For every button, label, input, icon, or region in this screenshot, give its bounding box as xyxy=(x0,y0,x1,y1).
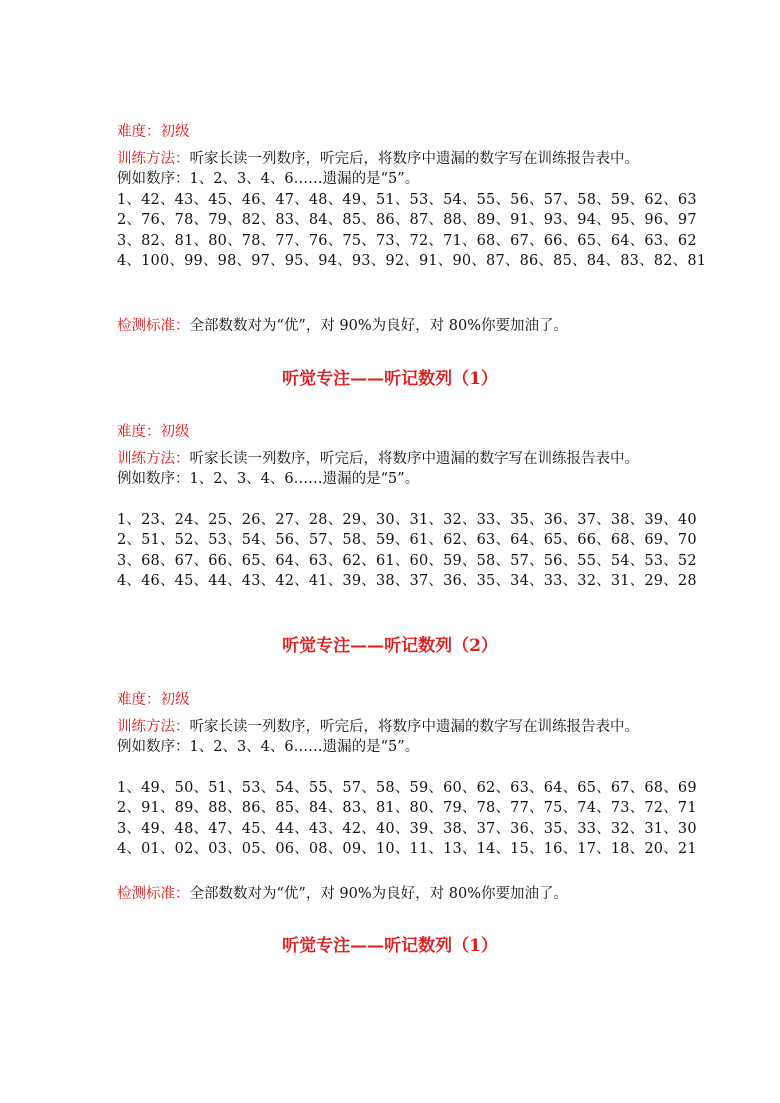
method-line xyxy=(117,449,639,469)
number-row-3: 3、49、48、47、45、44、43、42、40、39、38、37、36、35、33、32、31、30 xyxy=(117,821,697,837)
number-row-3: 3、68、67、66、65、64、63、62、61、60、59、58、57、56、55、54、53、52 xyxy=(117,553,697,569)
method-label: 训练方法： xyxy=(117,151,190,167)
example-line: 例如数序：1、2、3、4、6……遗漏的是“5”。 xyxy=(117,739,420,755)
method-line xyxy=(117,717,639,737)
standard-label: 检测标准： xyxy=(117,318,190,334)
standard-line xyxy=(117,884,568,904)
method-text: 听家长读一列数序，听完后，将数序中遗漏的数字写在训练报告表中。 xyxy=(189,151,639,167)
method-line xyxy=(117,149,639,169)
difficulty-label: 难度： xyxy=(117,424,161,440)
standard-text: 全部数数对为“优”，对 90%为良好，对 80%你要加油了。 xyxy=(189,318,568,334)
number-row-2: 2、76、78、79、82、83、84、85、86、87、88、89、91、93、94、95、96、97 xyxy=(117,212,697,228)
number-row-2: 2、91、89、88、86、85、84、83、81、80、79、78、77、75、74、73、72、71 xyxy=(117,800,697,816)
standard-line xyxy=(117,316,568,336)
difficulty-line xyxy=(117,690,190,710)
number-row-4: 4、100、99、98、97、95、94、93、92、91、90、87、86、85、84、83、82、81 xyxy=(117,253,707,269)
difficulty-label: 难度： xyxy=(117,124,161,140)
number-row-1: 1、23、24、25、26、27、28、29、30、31、32、33、35、36、37、38、39、40 xyxy=(117,512,697,528)
section-title: 听觉专注——听记数列（2） xyxy=(282,636,498,656)
number-row-4: 4、01、02、03、05、06、08、09、10、11、13、14、15、16、17、18、20、21 xyxy=(117,841,697,857)
difficulty-line xyxy=(117,122,190,142)
difficulty-value: 初级 xyxy=(160,124,190,140)
method-text: 听家长读一列数序，听完后，将数序中遗漏的数字写在训练报告表中。 xyxy=(189,719,639,735)
difficulty-label: 难度： xyxy=(117,692,161,708)
method-label: 训练方法： xyxy=(117,719,190,735)
standard-text: 全部数数对为“优”，对 90%为良好，对 80%你要加油了。 xyxy=(189,886,568,902)
difficulty-value: 初级 xyxy=(160,692,190,708)
number-row-2: 2、51、52、53、54、56、57、58、59、61、62、63、64、65、66、68、69、70 xyxy=(117,532,697,548)
number-row-1: 1、42、43、45、46、47、48、49、51、53、54、55、56、57、58、59、62、63 xyxy=(117,192,697,208)
method-text: 听家长读一列数序，听完后，将数序中遗漏的数字写在训练报告表中。 xyxy=(189,451,639,467)
number-row-3: 3、82、81、80、78、77、76、75、73、72、71、68、67、66、65、64、63、62 xyxy=(117,233,697,249)
standard-label: 检测标准： xyxy=(117,886,190,902)
number-row-4: 4、46、45、44、43、42、41、39、38、37、36、35、34、33、32、31、29、28 xyxy=(117,573,697,589)
difficulty-line xyxy=(117,422,190,442)
example-line: 例如数序：1、2、3、4、6……遗漏的是“5”。 xyxy=(117,171,420,187)
section-title: 听觉专注——听记数列（1） xyxy=(282,369,498,389)
section-title: 听觉专注——听记数列（1） xyxy=(282,936,498,956)
example-line: 例如数序：1、2、3、4、6……遗漏的是“5”。 xyxy=(117,471,420,487)
method-label: 训练方法： xyxy=(117,451,190,467)
number-row-1: 1、49、50、51、53、54、55、57、58、59、60、62、63、64、65、67、68、69 xyxy=(117,780,697,796)
difficulty-value: 初级 xyxy=(160,424,190,440)
